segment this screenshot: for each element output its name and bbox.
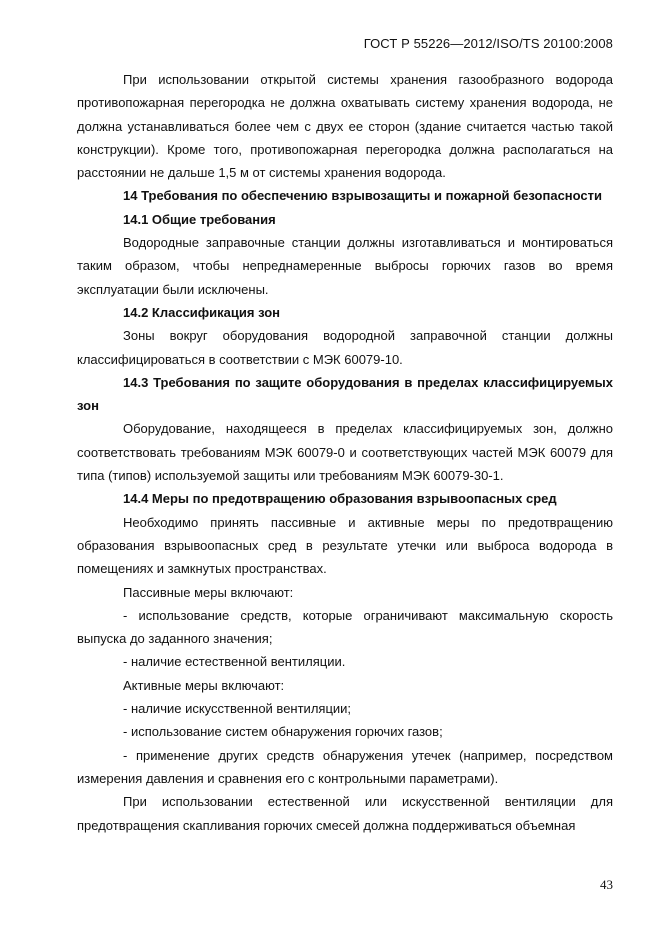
document-header: ГОСТ Р 55226—2012/ISO/TS 20100:2008 [363, 36, 613, 51]
paragraph-general-requirements: Водородные заправочные станции должны изготавливаться и монтироваться таким образом, чтобы непреднамеренные выбросы горючих газов во время эксплуатации были исключены. [77, 235, 613, 297]
passive-measures-intro: Пассивные меры включают: [123, 584, 294, 600]
paragraph-zone-classification: Зоны вокруг оборудования водородной заправочной станции должны классифицироваться в соответствии с МЭК 60079-10. [77, 328, 613, 367]
passive-measure-item: - наличие естественной вентиляции. [123, 654, 346, 670]
paragraph-ventilation: При использовании естественной или искусственной вентиляции для предотвращения скапливания горючих смесей должна поддерживаться объемная [77, 794, 613, 833]
paragraph-equipment-protection: Оборудование, находящееся в пределах классифицируемых зон, должно соответствовать требованиям МЭК 60079-0 и соответствующих частей МЭК 60079 для типа (типов) используемой защиты или требованиям МЭК 60079-30-1. [77, 421, 613, 484]
section-heading-14: 14 Требования по обеспечению взрывозащиты и пожарной безопасности [123, 188, 603, 204]
active-measure-item: - наличие искусственной вентиляции; [123, 701, 352, 717]
subsection-heading-14-4: 14.4 Меры по предотвращению образования взрывоопасных сред [123, 491, 557, 507]
document-body [77, 68, 613, 837]
subsection-heading-14-2: 14.2 Классификация зон [123, 304, 281, 320]
active-measure-item: - использование систем обнаружения горючих газов; [123, 724, 443, 740]
subsection-heading-14-3: 14.3 Требования по защите оборудования в пределах классифицируемых зон [77, 374, 613, 414]
subsection-heading-14-1: 14.1 Общие требования [123, 211, 276, 227]
passive-measure-item: - использование средств, которые ограничивают максимальную скорость выпуска до заданного значения; [77, 607, 613, 647]
page-number: 43 [600, 877, 613, 892]
active-measure-item: - применение других средств обнаружения утечек (например, посредством измерения давления и сравнения его с контрольными параметрами). [77, 747, 613, 786]
paragraph-explosive-atmosphere-prevention: Необходимо принять пассивные и активные меры по предотвращению образования взрывоопасных сред в результате утечки или выброса водорода в помещениях и замкнутых пространствах. [77, 514, 613, 577]
active-measures-intro: Активные меры включают: [123, 677, 285, 693]
paragraph-storage-fire-barrier: При использовании открытой системы хранения газообразного водорода противопожарная перегородка не должна охватывать систему хранения водорода, не должна устанавливаться более чем с двух ее сторон (здание считается частью такой конструкции). Кроме того, противопожарная перегородка должна располагаться на расстоянии не дальше 1,5 м от системы хранения водорода. [77, 72, 613, 181]
